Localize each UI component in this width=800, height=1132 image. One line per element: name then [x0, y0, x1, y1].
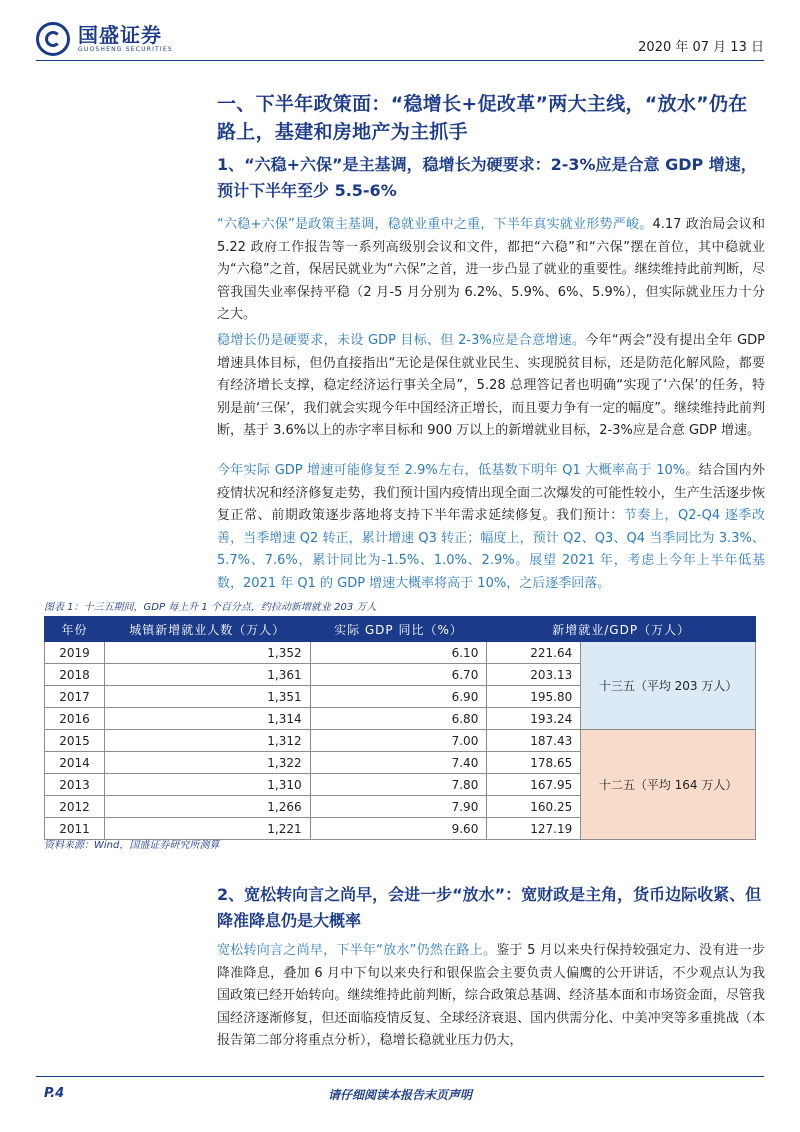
paragraph-4-body: 鉴于 5 月以来央行保持较强定力、没有进一步降准降息，叠加 6 月中下旬以来央行和银保监会主要负责人偏鹰的公开讲话，不少观点认为我国政策已经开始转向。继续维持此前判断，综合政策总基调、经济基本面和市场资金面，尽管我国经济逐渐修复，但还面临疫情反复、全球经济衰退、国内供需分化、中美冲突等多重挑战（本报告第二部分将重点分析），稳增长稳就业压力仍大， — [217, 943, 765, 1048]
cell-ratio: 160.25 — [487, 796, 581, 818]
cell-new-jobs: 1,314 — [104, 708, 310, 730]
cell-year: 2013 — [45, 774, 105, 796]
paragraph-2-body: 今年“两会”没有提出全年 GDP 增速具体目标，但仍直接指出“无论是保住就业民生、实现脱贫目标，还是防范化解风险，都要有经济增长支撑，稳定经济运行事关全局”，5.28 总理答记者也明确“实现了‘六保’的任务，特别是前‘三保’，我们就会实现今年中国经济正增长，而且要力争有一定的幅度”。继续维持此前判断，基于 3.6%以上的赤字率目标和 900 万以上的新增就业目标，2-3%应是合意 GDP 增速。 — [217, 333, 766, 438]
paragraph-4-highlight: 宽松转向言之尚早，下半年“放水”仍然在路上。 — [217, 943, 497, 958]
cell-year: 2015 — [45, 730, 105, 752]
paragraph-3-highlight: 今年实际 GDP 增速可能修复至 2.9%左右，低基数下明年 Q1 大概率高于 10%。 — [217, 463, 699, 478]
group-12th-five-year: 十二五（平均 164 万人） — [581, 730, 756, 840]
page-number: P.4 — [44, 1086, 65, 1101]
paragraph-2 — [217, 330, 765, 443]
table-source: 资料来源：Wind，国盛证券研究所测算 — [44, 840, 220, 851]
cell-gdp: 7.40 — [310, 752, 487, 774]
cell-year: 2012 — [45, 796, 105, 818]
paragraph-1-body: 4.17 政治局会议和 5.22 政府工作报告等一系列高级别会议和文件，都把“六稳”和“六保”摆在首位，其中稳就业为“六稳”之首，保居民就业为“六保”之首，进一步凸显了就业的重要性。继续维持此前判断，尽管我国失业率保持平稳（2 月-5 月分别为 6.2%、5.9%、6%、5.9%），但实际就业压力十分之大。 — [217, 217, 765, 322]
cell-ratio: 167.95 — [487, 774, 581, 796]
logo-mark-icon — [36, 22, 70, 56]
cell-ratio: 221.64 — [487, 642, 581, 664]
disclaimer-note: 请仔细阅读本报告末页声明 — [327, 1088, 472, 1102]
paragraph-3-highlight-2: 节奏上，Q2-Q4 逐季改善，当季增速 Q2 转正，累计增速 Q3 转正；幅度上，预计 Q2、Q3、Q4 当季同比为 3.3%、5.7%、7.6%，累计同比为-1.5%、1.0%、2.9%。展望 2021 年，考虑上今年上半年低基数，2021 年 Q1 的 GDP 增速大概率将高于 10%，之后逐季回落。 — [217, 508, 765, 591]
paragraph-3-body: 结合国内外疫情状况和经济修复走势，我们预计国内疫情出现全面二次爆发的可能性较小，生产生活逐步恢复正常、前期政策逐步落地将支持下半年需求延续修复。我们预计： — [217, 463, 765, 523]
cell-ratio: 195.80 — [487, 686, 581, 708]
cell-ratio: 127.19 — [487, 818, 581, 840]
cell-gdp: 7.00 — [310, 730, 487, 752]
section-title: 一、下半年政策面：“稳增长+促改革”两大主线，“放水”仍在路上，基建和房地产为主抓手 — [217, 93, 748, 143]
footer-divider — [36, 1076, 764, 1077]
gdp-employment-table — [44, 616, 756, 840]
paragraph-2-highlight: 稳增长仍是硬要求，未设 GDP 目标、但 2-3%应是合意增速。 — [217, 333, 586, 348]
cell-ratio: 203.13 — [487, 664, 581, 686]
cell-gdp: 6.80 — [310, 708, 487, 730]
cell-gdp: 7.90 — [310, 796, 487, 818]
table-header-row — [45, 617, 756, 642]
cell-year: 2019 — [45, 642, 105, 664]
table-row — [45, 730, 756, 752]
cell-gdp: 6.10 — [310, 642, 487, 664]
cell-year: 2017 — [45, 686, 105, 708]
report-date: 2020 年 07 月 13 日 — [638, 40, 764, 55]
paragraph-4 — [217, 940, 765, 1053]
subsection-title-2: 2、宽松转向言之尚早，会进一步“放水”：宽财政是主角，货币边际收紧、但降准降息仍是大概率 — [217, 885, 762, 930]
cell-gdp: 6.90 — [310, 686, 487, 708]
cell-year: 2018 — [45, 664, 105, 686]
cell-new-jobs: 1,361 — [104, 664, 310, 686]
cell-year: 2011 — [45, 818, 105, 840]
header-gdp-yoy: 实际 GDP 同比（%） — [310, 617, 487, 642]
cell-ratio: 178.65 — [487, 752, 581, 774]
cell-gdp: 6.70 — [310, 664, 487, 686]
cell-gdp: 7.80 — [310, 774, 487, 796]
cell-ratio: 193.24 — [487, 708, 581, 730]
group-13th-five-year: 十三五（平均 203 万人） — [581, 642, 756, 730]
cell-new-jobs: 1,221 — [104, 818, 310, 840]
header-jobs-per-gdp: 新增就业/GDP（万人） — [487, 617, 756, 642]
company-logo — [36, 22, 173, 56]
cell-new-jobs: 1,266 — [104, 796, 310, 818]
logo-name-en: GUOSHENG SECURITIES — [78, 46, 173, 53]
cell-new-jobs: 1,352 — [104, 642, 310, 664]
paragraph-1 — [217, 214, 765, 327]
header-new-jobs: 城镇新增就业人数（万人） — [104, 617, 310, 642]
cell-new-jobs: 1,351 — [104, 686, 310, 708]
logo-name-cn: 国盛证券 — [78, 23, 162, 47]
cell-new-jobs: 1,310 — [104, 774, 310, 796]
cell-gdp: 9.60 — [310, 818, 487, 840]
page-header — [0, 0, 800, 62]
cell-year: 2016 — [45, 708, 105, 730]
cell-new-jobs: 1,312 — [104, 730, 310, 752]
paragraph-3 — [217, 460, 765, 595]
cell-new-jobs: 1,322 — [104, 752, 310, 774]
cell-year: 2014 — [45, 752, 105, 774]
table-caption: 图表 1：十三五期间，GDP 每上升 1 个百分点，约拉动新增就业 203 万人 — [44, 602, 377, 613]
header-divider — [36, 60, 764, 61]
paragraph-1-highlight: “六稳+六保”是政策主基调，稳就业重中之重，下半年真实就业形势严峻。 — [217, 217, 653, 232]
header-year: 年份 — [45, 617, 105, 642]
cell-ratio: 187.43 — [487, 730, 581, 752]
subsection-title-1: 1、“六稳+六保”是主基调，稳增长为硬要求：2-3%应是合意 GDP 增速，预计下半年至少 5.5-6% — [217, 155, 757, 200]
table-row — [45, 642, 756, 664]
